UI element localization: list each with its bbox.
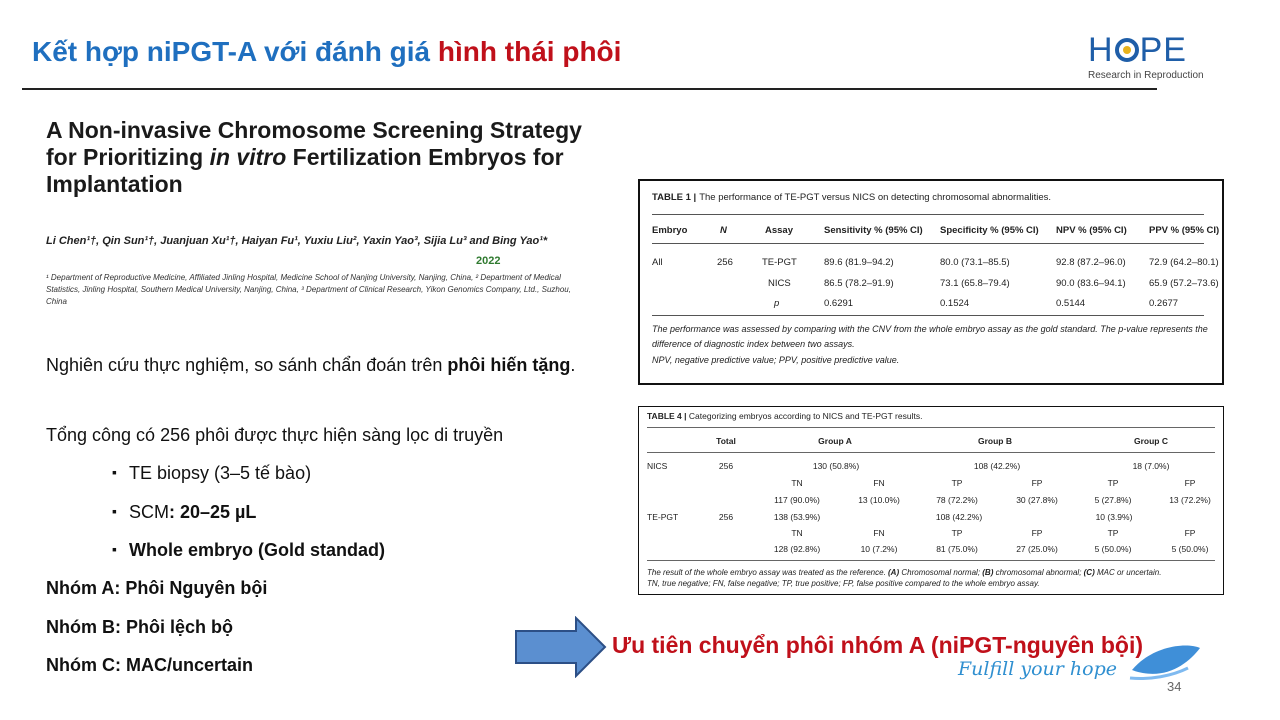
table-4-sub-header: FP xyxy=(1031,478,1043,488)
table-4-cell: 27 (25.0%) xyxy=(1016,544,1058,554)
table-1-header-n: N xyxy=(720,225,727,236)
table-4-cell: 5 (50.0%) xyxy=(1171,544,1209,554)
paper-authors: Li Chen¹†, Qin Sun¹†, Juanjuan Xu¹†, Haiyan Fu¹, Yuxiu Liu², Yaxin Yao³, Sijia Lu³ and Bing Yao¹* xyxy=(46,235,548,247)
table-1-cell: 65.9 (57.2–73.6) xyxy=(1149,278,1219,289)
table-4-cell: 10 (3.9%) xyxy=(1095,512,1133,522)
table-1-label: TABLE 1 | xyxy=(652,192,697,203)
paper-title-italic-in: in xyxy=(209,144,231,170)
table-4-cell: 256 xyxy=(718,461,734,471)
table-4-cell: 130 (50.8%) xyxy=(812,461,860,471)
table-4-sub-header: FP xyxy=(1184,528,1196,538)
table-4-header-total: Total xyxy=(716,436,736,446)
table-4-header-group-c: Group C xyxy=(1134,436,1168,446)
table-4-caption xyxy=(647,411,922,421)
table-4-cell: 13 (72.2%) xyxy=(1169,495,1211,505)
table-4-cell: 117 (90.0%) xyxy=(774,495,820,505)
table-4-rule-bottom xyxy=(647,560,1215,561)
hope-logo xyxy=(1088,32,1208,81)
table-4-header-group-a: Group A xyxy=(818,436,852,446)
table-4-rule-top xyxy=(647,427,1215,428)
table-4-note-text: chromosomal abnormal; xyxy=(993,568,1084,577)
table-1-caption-text: The performance of TE-PGT versus NICS on detecting chromosomal abnormalities. xyxy=(699,192,1052,203)
table-1-caption xyxy=(652,192,1051,203)
table-4-sub-header: TP xyxy=(1107,478,1119,488)
table-4-note-text: Chromosomal normal; xyxy=(899,568,983,577)
table-4-cell: 18 (7.0%) xyxy=(1132,461,1170,471)
bullet-whole-embryo: ▪ Whole embryo (Gold standad) xyxy=(112,540,385,561)
table-4-row-label-te-pgt: TE-PGT xyxy=(647,512,679,522)
logo-tagline: Research in Reproduction xyxy=(1088,70,1204,81)
eye-icon xyxy=(1115,38,1139,62)
table-1-header-ppv: PPV % (95% CI) xyxy=(1149,225,1220,236)
logo-letter-h: H xyxy=(1088,31,1114,69)
study-description-bold: phôi hiến tặng xyxy=(447,355,571,375)
table-1-cell: 92.8 (87.2–96.0) xyxy=(1056,257,1126,268)
bullet-scm-label: SCM xyxy=(128,502,169,522)
table-4-cell: 10 (7.2%) xyxy=(860,544,898,554)
table-4-header-group-b: Group B xyxy=(978,436,1012,446)
table-1-cell: NICS xyxy=(768,278,791,289)
table-4-row-label-nics: NICS xyxy=(647,461,668,471)
bullet-scm xyxy=(112,502,256,523)
table-4-note-c: (C) xyxy=(1083,568,1095,577)
table-4-sub-header: FN xyxy=(873,528,885,538)
group-b-label: Nhóm B: Phôi lệch bộ xyxy=(46,617,233,637)
table-1-cell: p xyxy=(774,298,780,309)
table-1-note-abbreviations: NPV, negative predictive value; PPV, positive predictive value. xyxy=(652,355,900,365)
table-1-cell: 72.9 (64.2–80.1) xyxy=(1149,257,1219,268)
table-4-sub-header: TP xyxy=(951,478,963,488)
table-1-rule-header xyxy=(652,243,1204,244)
paper-year: 2022 xyxy=(476,255,501,267)
table-4-cell: 30 (27.8%) xyxy=(1016,495,1058,505)
paper-title-italic-vitro: vitro xyxy=(236,144,287,170)
table-1-cell: 90.0 (83.6–94.1) xyxy=(1056,278,1126,289)
table-1-cell: 80.0 (73.1–85.5) xyxy=(940,257,1010,268)
table-1-cell: 89.6 (81.9–94.2) xyxy=(824,257,894,268)
table-4-cell: 108 (42.2%) xyxy=(973,461,1021,471)
title-divider xyxy=(22,88,1157,90)
table-4-note-text: The result of the whole embryo assay was treated as the reference. xyxy=(647,568,889,577)
slide-title-main: Kết hợp niPGT-A với đánh giá xyxy=(32,36,438,67)
table-1-cell: 0.5144 xyxy=(1056,298,1086,309)
table-1-rule-bottom xyxy=(652,315,1204,316)
bullet-scm-volume: : 20–25 µL xyxy=(168,502,257,522)
table-1-cell: All xyxy=(652,257,663,268)
table-4-cell: 13 (10.0%) xyxy=(858,495,900,505)
table-4-rule-header xyxy=(647,452,1215,453)
table-4-label: TABLE 4 | xyxy=(647,411,687,421)
bullet-te-biopsy: ▪ TE biopsy (3–5 tế bào) xyxy=(112,463,311,484)
table-4-cell: 5 (50.0%) xyxy=(1094,544,1132,554)
table-1-cell: 73.1 (65.8–79.4) xyxy=(940,278,1010,289)
table-4-note-abbreviations: TN, true negative; FN, false negative; TP, true positive; FP, false positive compared to the whole embryo assay. xyxy=(647,579,1040,588)
table-1-rule-top xyxy=(652,214,1204,215)
paper-title-part-a: A Non-invasive Chromosome Screening Strategy for Prioritizing xyxy=(46,117,582,170)
paper-affiliations: ¹ Department of Reproductive Medicine, Affiliated Jinling Hospital, Medicine School of Nanjing University, Nanjing, China, ² Department of Medical Statistics, Jinling Hospital, Southern Medical University, Nanjing, China, ³ Department of Clinical Research, Yikon Genomics Company, Ltd., Suzhou, China xyxy=(46,273,571,306)
table-4-sub-header: TP xyxy=(1107,528,1119,538)
table-1-cell: 0.2677 xyxy=(1149,298,1179,309)
table-4-note-a: (A) xyxy=(888,568,900,577)
study-description xyxy=(46,346,596,384)
table-1-cell: TE-PGT xyxy=(762,257,797,268)
table-4-note-text: MAC or uncertain. xyxy=(1094,568,1162,577)
table-1-header-embryo: Embryo xyxy=(652,225,688,236)
table-1-cell: 0.1524 xyxy=(940,298,970,309)
table-4-sub-header: TP xyxy=(951,528,963,538)
table-4-sub-header: FN xyxy=(873,478,885,488)
table-4-cell: 128 (92.8%) xyxy=(773,544,821,554)
paper-title xyxy=(46,117,606,198)
table-4-sub-header: FP xyxy=(1184,478,1196,488)
table-1-cell: 0.6291 xyxy=(824,298,854,309)
table-4-cell: 108 (42.2%) xyxy=(935,512,983,522)
table-4-cell: 81 (75.0%) xyxy=(936,544,978,554)
table-4-note-b: (B) xyxy=(982,568,994,577)
hope-swoosh-icon xyxy=(1128,640,1204,684)
right-arrow-icon xyxy=(514,616,608,678)
table-4-note-reference xyxy=(647,567,1217,578)
study-description-period: . xyxy=(570,355,576,375)
table-1-header-specificity: Specificity % (95% CI) xyxy=(940,225,1039,236)
table-4-sub-header: TN xyxy=(791,478,803,488)
table-1-note-gold-standard: The performance was assessed by comparing with the CNV from the whole embryo assay as the gold standard. The p-value represents the difference of diagnostic index between two assays. xyxy=(652,324,1208,349)
table-4-caption-text: Categorizing embryos according to NICS and TE-PGT results. xyxy=(688,411,923,421)
table-4-cell: 5 (27.8%) xyxy=(1094,495,1132,505)
table-1 xyxy=(638,179,1224,385)
embryo-count-text: Tổng công có 256 phôi được thực hiện sàng lọc di truyền xyxy=(46,425,504,445)
study-description-text: Nghiên cứu thực nghiệm, so sánh chẩn đoán trên xyxy=(46,355,448,375)
table-4 xyxy=(638,406,1224,595)
logo-letters-pe: PE xyxy=(1139,31,1187,69)
group-a-label: Nhóm A: Phôi Nguyên bội xyxy=(46,578,268,598)
table-1-cell: 256 xyxy=(717,257,733,268)
conclusion-text: Ưu tiên chuyển phôi nhóm A (niPGT-nguyên bội) xyxy=(612,632,1144,658)
table-4-cell: 138 (53.9%) xyxy=(773,512,821,522)
table-1-header-assay: Assay xyxy=(765,225,793,236)
table-4-cell: 256 xyxy=(718,512,734,522)
paper-title-part-b: Fertilization Embryos for Implantation xyxy=(46,144,564,197)
table-1-cell: 86.5 (78.2–91.9) xyxy=(824,278,894,289)
group-c-label: Nhóm C: MAC/uncertain xyxy=(46,655,253,675)
slide-title xyxy=(32,36,621,68)
table-1-header-npv: NPV % (95% CI) xyxy=(1056,225,1127,236)
page-number: 34 xyxy=(1167,679,1182,694)
table-4-sub-header: TN xyxy=(791,528,803,538)
table-1-header-sensitivity: Sensitivity % (95% CI) xyxy=(824,225,923,236)
table-4-cell: 78 (72.2%) xyxy=(936,495,978,505)
fulfill-tagline: Fulfill your hope xyxy=(958,658,1117,680)
slide-title-highlight: hình thái phôi xyxy=(437,36,622,67)
table-4-sub-header: FP xyxy=(1031,528,1043,538)
